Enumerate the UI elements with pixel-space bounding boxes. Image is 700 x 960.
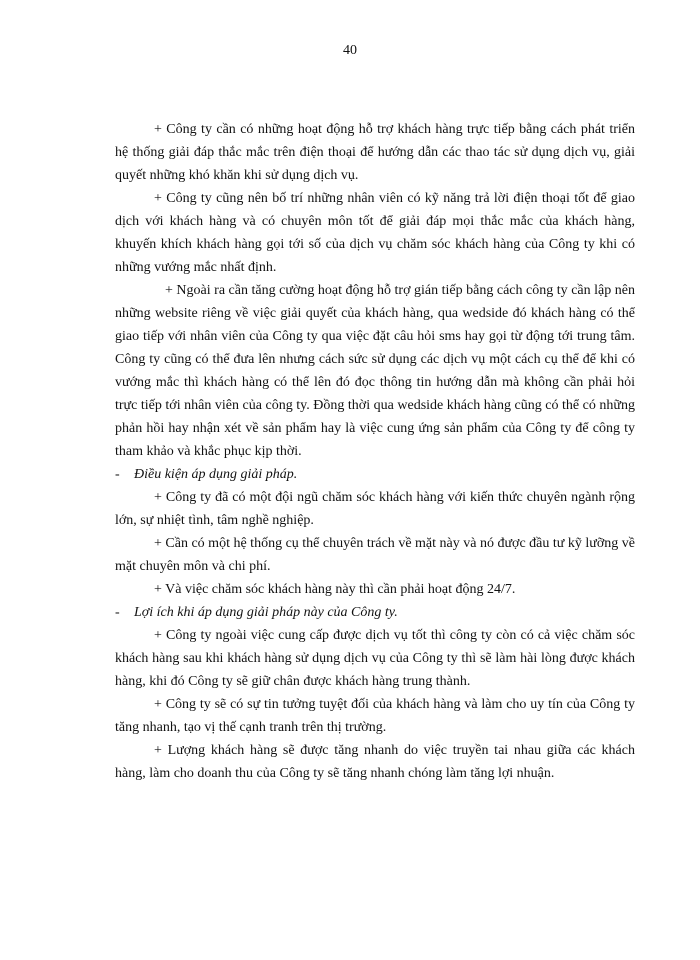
paragraph-benefit-retention: + Công ty ngoài việc cung cấp được dịch vụ tốt thì công ty còn có cả việc chăm sóc khách hàng sau khi khách hàng sử dụng dịch vụ của Công ty thì sẽ làm hài lòng được khách hàng, khi đó Công ty sẽ giữ chân được khách hàng trung thành. — [115, 628, 635, 689]
paragraph-condition-system: + Cần có một hệ thống cụ thể chuyên trách về mặt này và nó được đầu tư kỹ lưỡng về mặt chuyên môn và chi phí. — [115, 536, 635, 574]
heading-dash: - — [115, 467, 120, 482]
paragraph-direct-support: + Công ty cần có những hoạt động hỗ trợ khách hàng trực tiếp bằng cách phát triển hệ thống giải đáp thắc mắc trên điện thoại để hướng dẫn các thao tác sử dụng dịch vụ, giải quyết những khó khăn khi sử dụng dịch vụ. — [115, 122, 635, 183]
page-number: 40 — [343, 43, 357, 58]
paragraph-indirect-support: + Ngoài ra cần tăng cường hoạt động hỗ trợ gián tiếp bằng cách công ty cần lập nên những website riêng về việc giải quyết của khách hàng, qua wedside đó khách hàng có thể giao tiếp với nhân viên của Công ty qua việc đặt câu hỏi sms hay gọi từ động tới trung tâm. Công ty cũng có thể đưa lên nhưng cách sức sử dụng các dịch vụ một cách cụ thể để khi có vướng mắc thì khách hàng có thể lên đó đọc thông tin hướng dẫn mà không cần phải hỏi trực tiếp tới nhân viên của công ty. Đồng thời qua wedside khách hàng cũng có thể có những phản hồi hay nhận xét về sản phẩm hay là việc cung ứng sản phẩm của Công ty để công ty tham khảo và khắc phục kịp thời. — [115, 283, 635, 459]
paragraph-condition-24-7: + Và việc chăm sóc khách hàng này thì cần phải hoạt động 24/7. — [154, 582, 516, 597]
heading-conditions-title: Điều kiện áp dụng giải pháp. — [134, 467, 298, 482]
paragraph-phone-staff: + Công ty cũng nên bố trí những nhân viên có kỹ năng trả lời điện thoại tốt để giao dịch với khách hàng và có chuyên môn tốt để giải đáp mọi thắc mắc của khách hàng, khuyến khích khách hàng gọi tới số của dịch vụ chăm sóc khách hàng của Công ty khi có những vướng mắc nhất định. — [115, 191, 635, 275]
document-body — [115, 118, 635, 785]
heading-dash: - — [115, 605, 120, 620]
heading-benefits-title: Lợi ích khi áp dụng giải pháp này của Công ty. — [134, 605, 398, 620]
paragraph-condition-team: + Công ty đã có một đội ngũ chăm sóc khách hàng với kiến thức chuyên ngành rộng lớn, sự nhiệt tình, tâm nghề nghiệp. — [115, 490, 635, 528]
heading-conditions — [115, 463, 635, 486]
paragraph-benefit-trust: + Công ty sẽ có sự tin tưởng tuyệt đối của khách hàng và làm cho uy tín của Công ty tăng nhanh, tạo vị thế cạnh tranh trên thị trường. — [115, 697, 635, 735]
heading-benefits — [115, 601, 635, 624]
paragraph-benefit-revenue: + Lượng khách hàng sẽ được tăng nhanh do việc truyền tai nhau giữa các khách hàng, làm cho doanh thu của Công ty sẽ tăng nhanh chóng làm tăng lợi nhuận. — [115, 743, 635, 781]
